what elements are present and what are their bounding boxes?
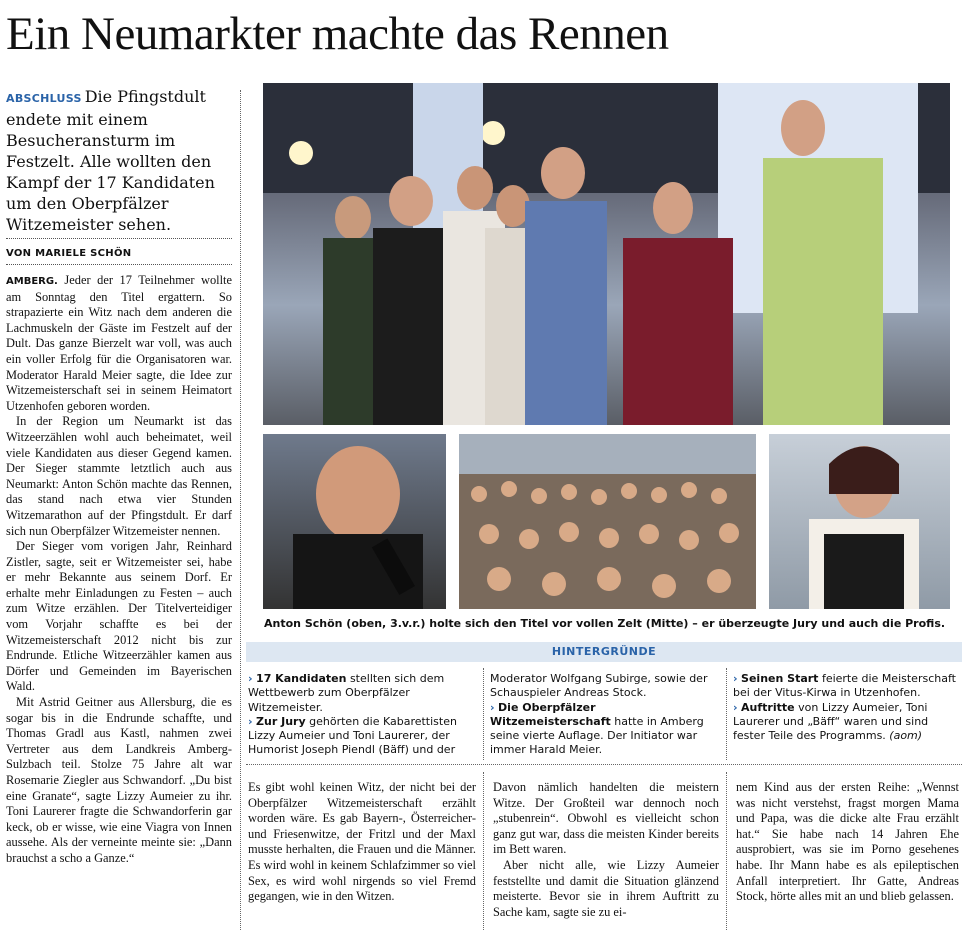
hintergruende-column-2	[490, 672, 718, 758]
fact-keyword: Zur Jury	[256, 714, 306, 728]
author-signature: (aom)	[889, 729, 923, 743]
divider	[6, 264, 232, 265]
paragraph: Es gibt wohl keinen Witz, der nicht bei der Oberpfälzer Witzemeisterschaft erzählt worden wäre. Es gab Bayern-, Österreicher- und Friesenwitze, der Fritzl und der Maxl musste herhalten, die Frauen und die Männer. Es wird wohl in keinem Schlafzimmer so viel Sex, es wird wohl nirgends so viel Fremd gegangen, wie in den Witzen.	[248, 780, 476, 904]
divider	[246, 764, 962, 765]
hintergruende-title: HINTERGRÜNDE	[551, 645, 657, 658]
headline: Ein Neumarkter machte das Rennen	[6, 8, 669, 60]
kicker: ABSCHLUSS	[6, 92, 82, 105]
photo-caption: Anton Schön (oben, 3.v.r.) holte sich den Titel vor vollen Zelt (Mitte) – er überzeugte Jury und auch die Profis.	[264, 617, 946, 630]
fact-keyword: 17 Kandidaten	[256, 672, 347, 685]
hintergruende-column-3	[733, 672, 959, 743]
fact-text: stellten sich dem Wettbewerb zum Oberpfälzer Witzemeister.	[248, 672, 445, 714]
column-divider	[483, 772, 484, 930]
divider	[6, 238, 232, 239]
fact-item	[248, 715, 476, 758]
hintergruende-header	[246, 642, 962, 662]
paragraph: In der Region um Neumarkt ist das Witzeerzählen wohl auch beheimatet, weil viele Kandidaten aus dieser Gegend kamen. Der Sieger stammte letztlich auch aus Neumarkt: Anton Schön machte das Rennen, das stand nach etwa vier Stunden Witzemarathon auf der Pfingstdult. Er darf sich nun Oberpfälzer Witzemeister nennen.	[6, 414, 232, 538]
fact-keyword: Auftritte	[741, 700, 795, 714]
lizzy-aumeier-graphic	[769, 434, 950, 609]
article-column-2	[248, 780, 476, 905]
fact-item	[733, 672, 959, 701]
paragraph: Der Sieger vom vorigen Jahr, Reinhard Zistler, sagte, seit er Witzemeister sei, habe er mehr Bekannte aus seinem Dorf. Er erhalte mehr Einladungen zu Festen – auch zum Witze erzählen. Der Titelverteidiger vom Vorjahr schaffte es bei der Witzemeisterschaft 2012 nicht bis zur Endrunde. Etliche Witzeerzähler kamen aus Dörfer und Gemeinden im Bayerischen Wald.	[6, 539, 232, 694]
fact-text: gehörten die Kabarettisten Lizzy Aumeier und Toni Laurerer, der Humorist Joseph Piendl (Bäff) und der	[248, 714, 457, 757]
group-photo-graphic	[263, 83, 950, 425]
column-divider	[726, 668, 727, 760]
paragraph: nem Kind aus der ersten Reihe: „Wennst was nicht verstehst, fragst morgen Mama und Papa, was die dicke alte Frau erzählt hat.“ Sie habe nach 14 Jahren Ehe ausprobiert, was sie im Porno gesehenes habe. Ihr Mann habe es als epileptischen Anfall interpretiert. Ihr Gatte, Andreas Stock, hörte alles mit an und blieb gelassen.	[736, 780, 959, 904]
fact-text: hatte in Amberg seine vierte Auflage. Der Initiator war immer Harald Meier.	[490, 714, 704, 757]
fact-item	[733, 701, 959, 744]
lizzy-aumeier-photo	[769, 434, 950, 609]
group-photo	[263, 83, 950, 425]
lead-text: Die Pfingstdult endete mit einem Besucheransturm im Festzelt. Alle wollten den Kampf der 17 Kandidaten um den Oberpfälzer Witzemeister sehen.	[6, 87, 215, 234]
hintergruende-column-1	[248, 672, 476, 758]
fact-item	[490, 701, 718, 758]
column-divider	[726, 772, 727, 930]
paragraph: Mit Astrid Geitner aus Allersburg, die es sogar bis in die Endrunde schaffte, und Thomas Gradl aus Kastl, nahmen zwei Vertreter aus dem Landkreis Amberg-Sulzbach teil. Stolze 75 Jahre alt war Rosemarie Ziegler aus Schwandorf. „Du bist eine Granate“, sagte Lizzy Aumeier zu ihr. Toni Laurerer fragte die Schwandorferin gar keck, ob er wisse, wie eine Viagra von Innen aussehe. Als der verneinte meinte sie: „Dann brauchst a scho a Ganze.“	[6, 695, 232, 865]
article-column-4	[736, 780, 959, 905]
byline: VON MARIELE SCHÖN	[6, 248, 132, 259]
article-column-1	[6, 273, 232, 867]
paragraph: Jeder der 17 Teilnehmer wollte am Sonntag den Titel ergattern. So strapazierte ein Witz nach dem anderen die Lachmuskeln der Gäste im Festzelt auf der Dult. Das ganze Bierzelt war voll, was auch ein voller Erfolg für die Organisatoren war. Moderator Harald Meier sagte, die Idee zur Witzemeisterschaft sei in seinem Heimatort Utzenhofen geboren worden.	[6, 273, 232, 413]
column-divider	[240, 90, 241, 930]
fact-keyword: Seinen Start	[741, 672, 819, 685]
crowd-graphic	[459, 434, 756, 609]
fact-text: von Lizzy Aumeier, Toni Laurerer und „Bäff“ waren und sind fester Teile des Programms.	[733, 700, 929, 743]
arrow-icon: ›	[490, 700, 495, 714]
arrow-icon: ›	[248, 714, 253, 728]
fact-item	[248, 672, 476, 715]
arrow-icon: ›	[733, 700, 738, 714]
anton-schoen-graphic	[263, 434, 446, 609]
fact-text: feierte die Meisterschaft bei der Vitus-Kirwa in Utzenhofen.	[733, 672, 956, 700]
arrow-icon: ›	[733, 672, 738, 685]
anton-schoen-photo	[263, 434, 446, 609]
dateline: AMBERG.	[6, 276, 58, 287]
fact-text: Moderator Wolfgang Subirge, sowie der Schauspieler Andreas Stock.	[490, 672, 708, 700]
crowd-photo	[459, 434, 756, 609]
article-column-3	[493, 780, 719, 920]
arrow-icon: ›	[248, 672, 253, 685]
paragraph: Aber nicht alle, wie Lizzy Aumeier feststellte und damit die Situation glänzend meisterte. Bevor sie in ihrem Auftritt zu Sache kam, sagte sie zu ei-	[493, 857, 719, 919]
lead	[6, 86, 234, 235]
paragraph: Davon nämlich handelten die meistern Witze. Der Großteil war dennoch noch „stubenrein“. Obwohl es vielleicht schon ganz gut war, dass die meisten Kinder bereits im Bett waren.	[493, 780, 719, 857]
column-divider	[483, 668, 484, 760]
fact-keyword: Die Oberpfälzer Witzemeisterschaft	[490, 700, 611, 728]
